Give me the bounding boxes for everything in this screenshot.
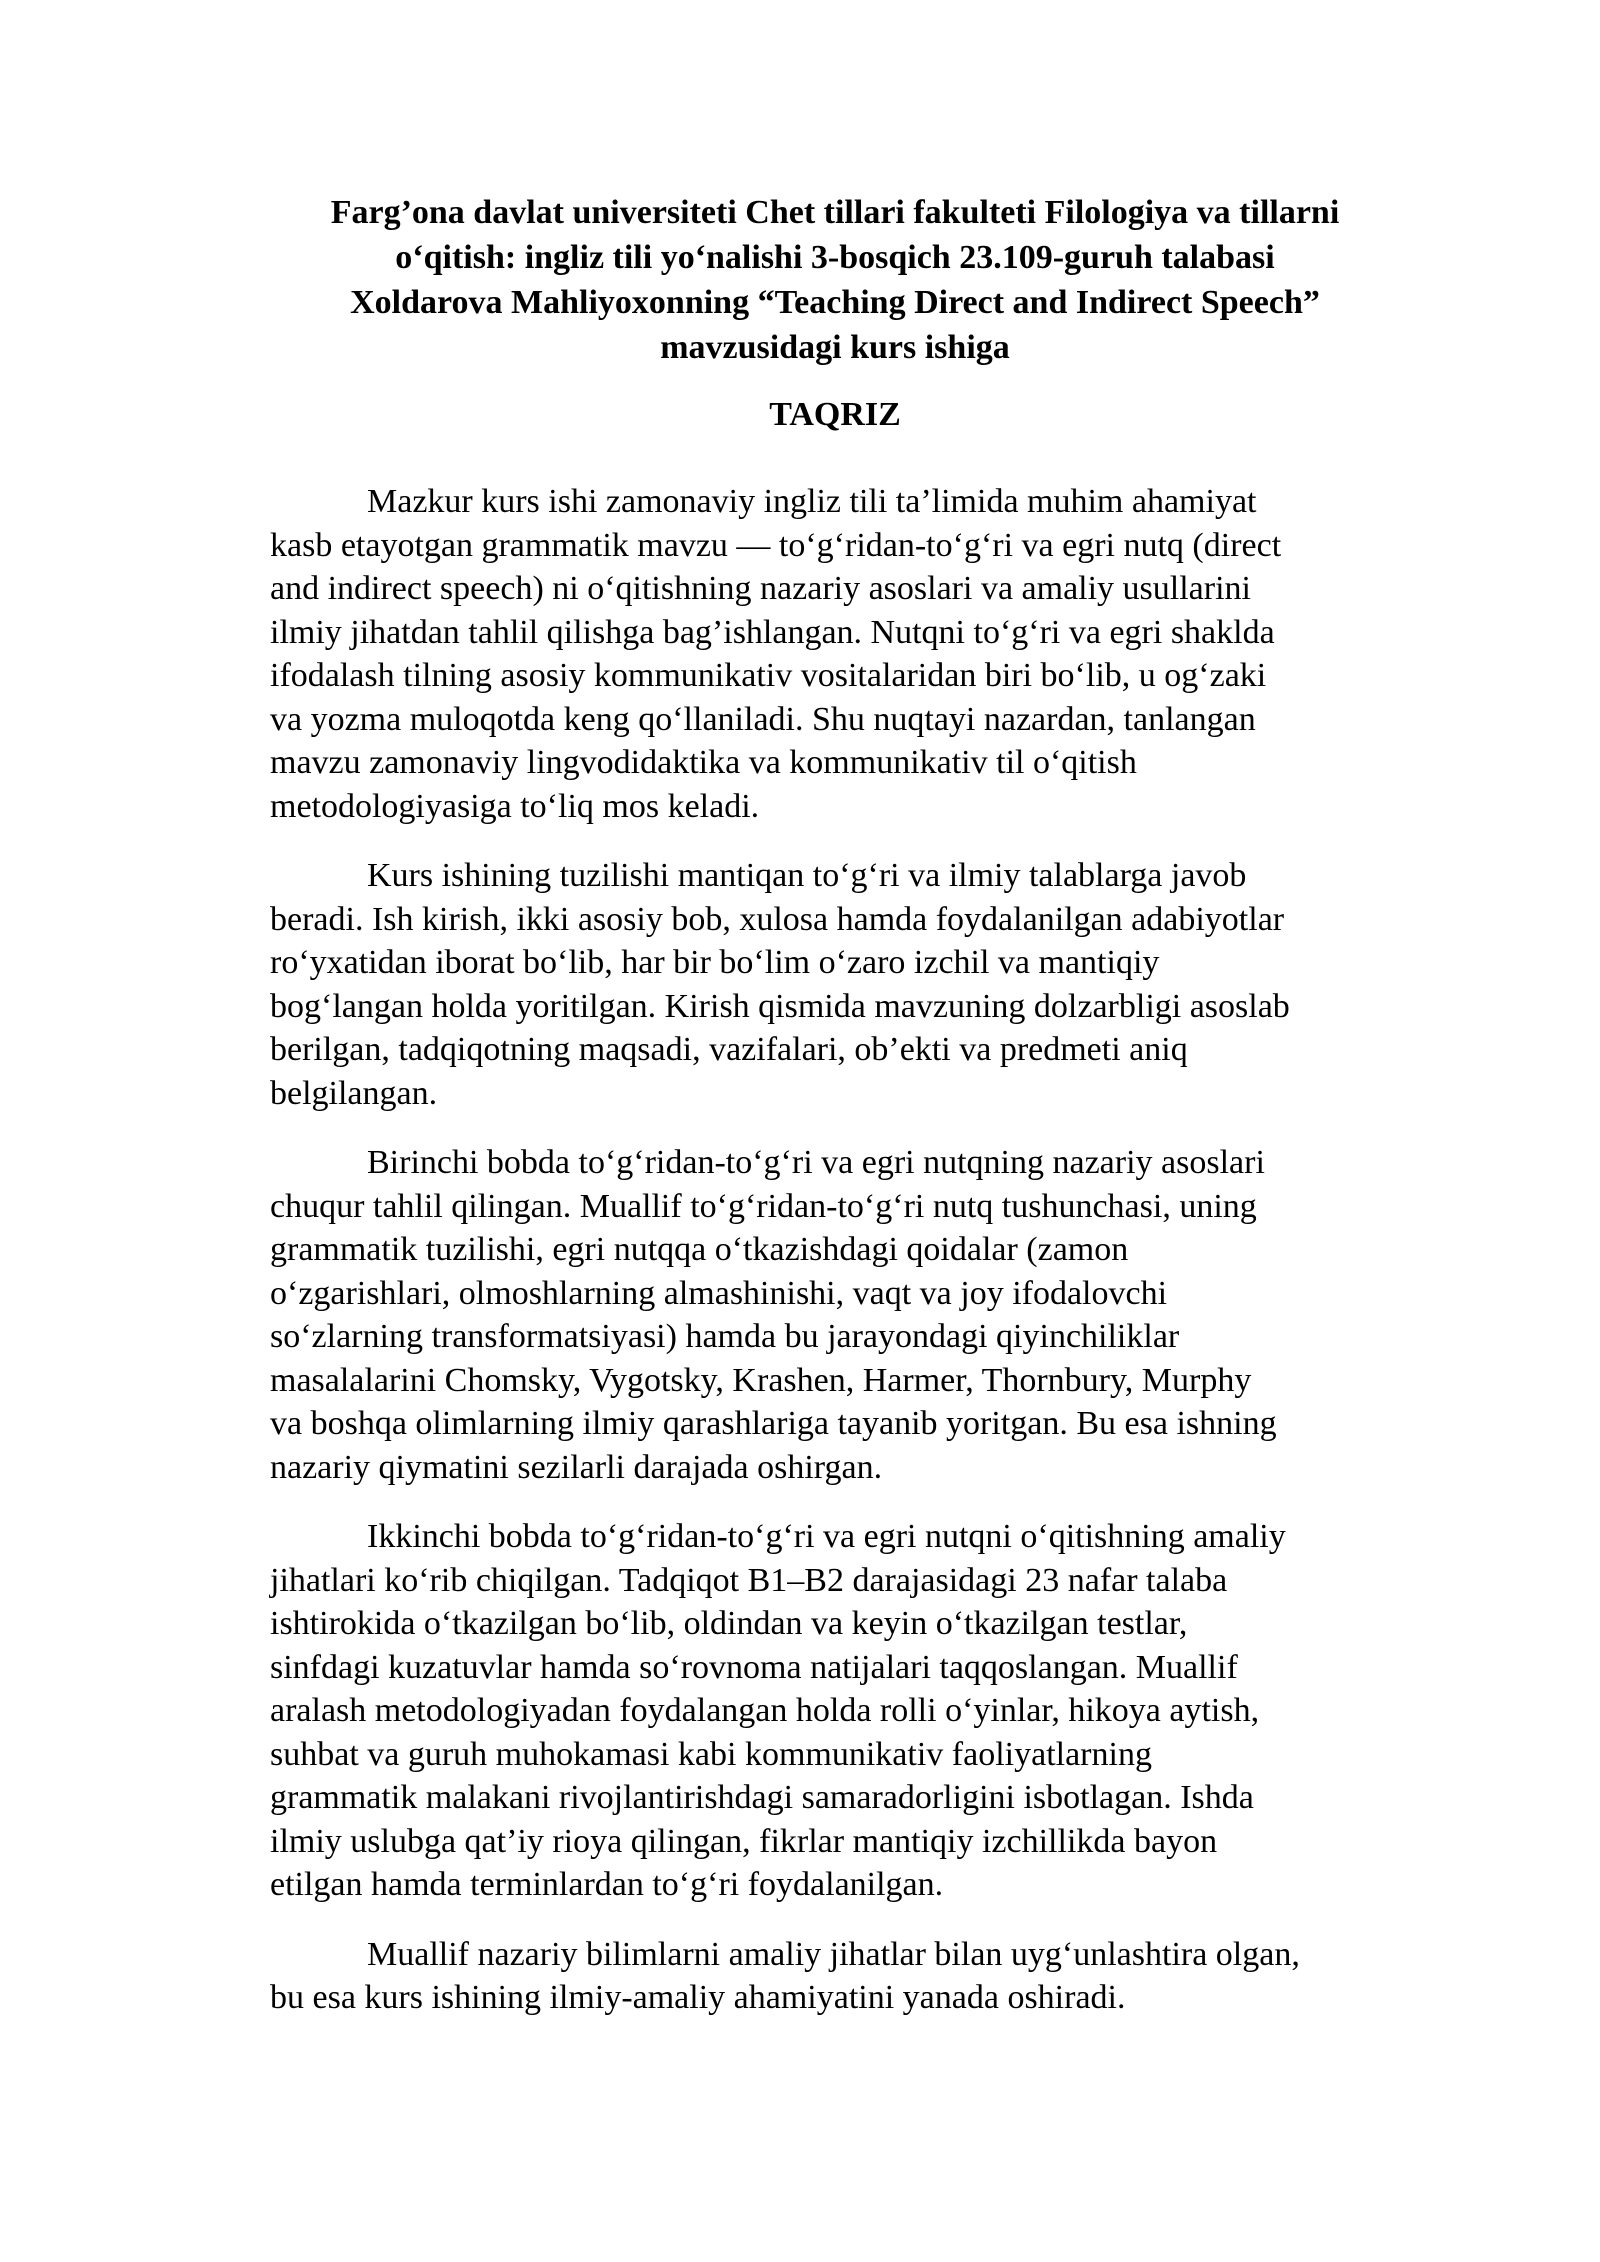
text-line: ifodalash tilning asosiy kommunikativ vositalaridan biri bo‘lib, u og‘zaki (270, 657, 1267, 694)
text-line: ishtirokida o‘tkazilgan bo‘lib, oldindan va keyin o‘tkazilgan testlar, (270, 1605, 1188, 1642)
document-subtitle: TAQRIZ (769, 396, 901, 433)
title-line: mavzusidagi kurs ishiga (660, 329, 1010, 366)
text-line: and indirect speech) ni o‘qitishning nazariy asoslari va amaliy usullarini (270, 570, 1251, 607)
title-line: o‘qitish: ingliz tili yo‘nalishi 3-bosqich 23.109-guruh talabasi (395, 239, 1275, 276)
text-line: aralash metodologiyadan foydalangan holda rolli o‘yinlar, hikoya aytish, (270, 1692, 1260, 1729)
text-line: mavzu zamonaviy lingvodidaktika va kommunikativ til o‘qitish (270, 744, 1137, 781)
text-line: masalalarini Chomsky, Vygotsky, Krashen, Harmer, Thornbury, Murphy (270, 1361, 1252, 1399)
text-line: suhbat va guruh muhokamasi kabi kommunikativ faoliyatlarning (270, 1735, 1152, 1773)
text-line: berilgan, tadqiqotning maqsadi, vazifalari, ob’ekti va predmeti aniq (270, 1031, 1188, 1068)
text-line: ro‘yxatidan iborat bo‘lib, har bir bo‘lim o‘zaro izchil va mantiqiy (270, 944, 1160, 981)
text-line: Ikkinchi bobda to‘g‘ridan-to‘g‘ri va egri nutqni o‘qitishning amaliy (367, 1518, 1286, 1555)
text-line: Kurs ishining tuzilishi mantiqan to‘g‘ri va ilmiy talablarga javob (367, 857, 1247, 894)
text-line: beradi. Ish kirish, ikki asosiy bob, xulosa hamda foydalanilgan adabiyotlar (270, 900, 1285, 938)
text-line: grammatik tuzilishi, egri nutqqa o‘tkazishdagi qoidalar (zamon (270, 1231, 1129, 1268)
paragraph (270, 1515, 1420, 1907)
text-line: nazariy qiymatini sezilarli darajada oshirgan. (270, 1448, 883, 1486)
paragraph (270, 480, 1420, 828)
paragraph (270, 1141, 1420, 1489)
document-title (270, 190, 1400, 370)
document-body (270, 480, 1420, 2046)
text-line: bu esa kurs ishining ilmiy-amaliy ahamiyatini yanada oshiradi. (270, 1979, 1126, 2016)
text-line: Mazkur kurs ishi zamonaviy ingliz tili ta’limida muhim ahamiyat (367, 483, 1257, 520)
text-line: metodologiyasiga to‘liq mos keladi. (270, 787, 760, 825)
text-line: kasb etayotgan grammatik mavzu — to‘g‘ridan-to‘g‘ri va egri nutq (direct (270, 526, 1282, 564)
text-line: ilmiy uslubga qat’iy rioya qilingan, fikrlar mantiqiy izchillikda bayon (270, 1822, 1218, 1860)
text-line: chuqur tahlil qilingan. Muallif to‘g‘ridan-to‘g‘ri nutq tushunchasi, uning (270, 1187, 1257, 1225)
text-line: o‘zgarishlari, olmoshlarning almashinishi, vaqt va joy ifodalovchi (270, 1274, 1168, 1312)
text-line: ilmiy jihatdan tahlil qilishga bag’ishlangan. Nutqni to‘g‘ri va egri shaklda (270, 613, 1275, 651)
text-line: va boshqa olimlarning ilmiy qarashlariga tayanib yoritgan. Bu esa ishning (270, 1405, 1277, 1442)
text-line: so‘zlarning transformatsiyasi) hamda bu jarayondagi qiyinchiliklar (270, 1318, 1180, 1355)
text-line: Muallif nazariy bilimlarni amaliy jihatlar bilan uyg‘unlashtira olgan, (367, 1935, 1300, 1973)
text-line: sinfdagi kuzatuvlar hamda so‘rovnoma natijalari taqqoslangan. Muallif (270, 1648, 1238, 1686)
title-line: Farg’ona davlat universiteti Chet tillari fakulteti Filologiya va tillarni (330, 194, 1340, 231)
text-line: Birinchi bobda to‘g‘ridan-to‘g‘ri va egri nutqning nazariy asoslari (367, 1144, 1265, 1181)
text-line: jihatlari ko‘rib chiqilgan. Tadqiqot B1–B2 darajasidagi 23 nafar talaba (270, 1561, 1228, 1599)
text-line: va yozma muloqotda keng qo‘llaniladi. Shu nuqtayi nazardan, tanlangan (270, 700, 1256, 738)
text-line: etilgan hamda terminlardan to‘g‘ri foydalanilgan. (270, 1866, 944, 1903)
text-line: belgilangan. (270, 1074, 438, 1112)
paragraph (270, 854, 1420, 1115)
text-line: bog‘langan holda yoritilgan. Kirish qismida mavzuning dolzarbligi asoslab (270, 987, 1290, 1025)
title-line: Xoldarova Mahliyoxonning “Teaching Direct and Indirect Speech” (350, 284, 1320, 321)
text-line: grammatik malakani rivojlantirishdagi samaradorligini isbotlagan. Ishda (270, 1779, 1254, 1816)
paragraph (270, 1933, 1420, 2020)
